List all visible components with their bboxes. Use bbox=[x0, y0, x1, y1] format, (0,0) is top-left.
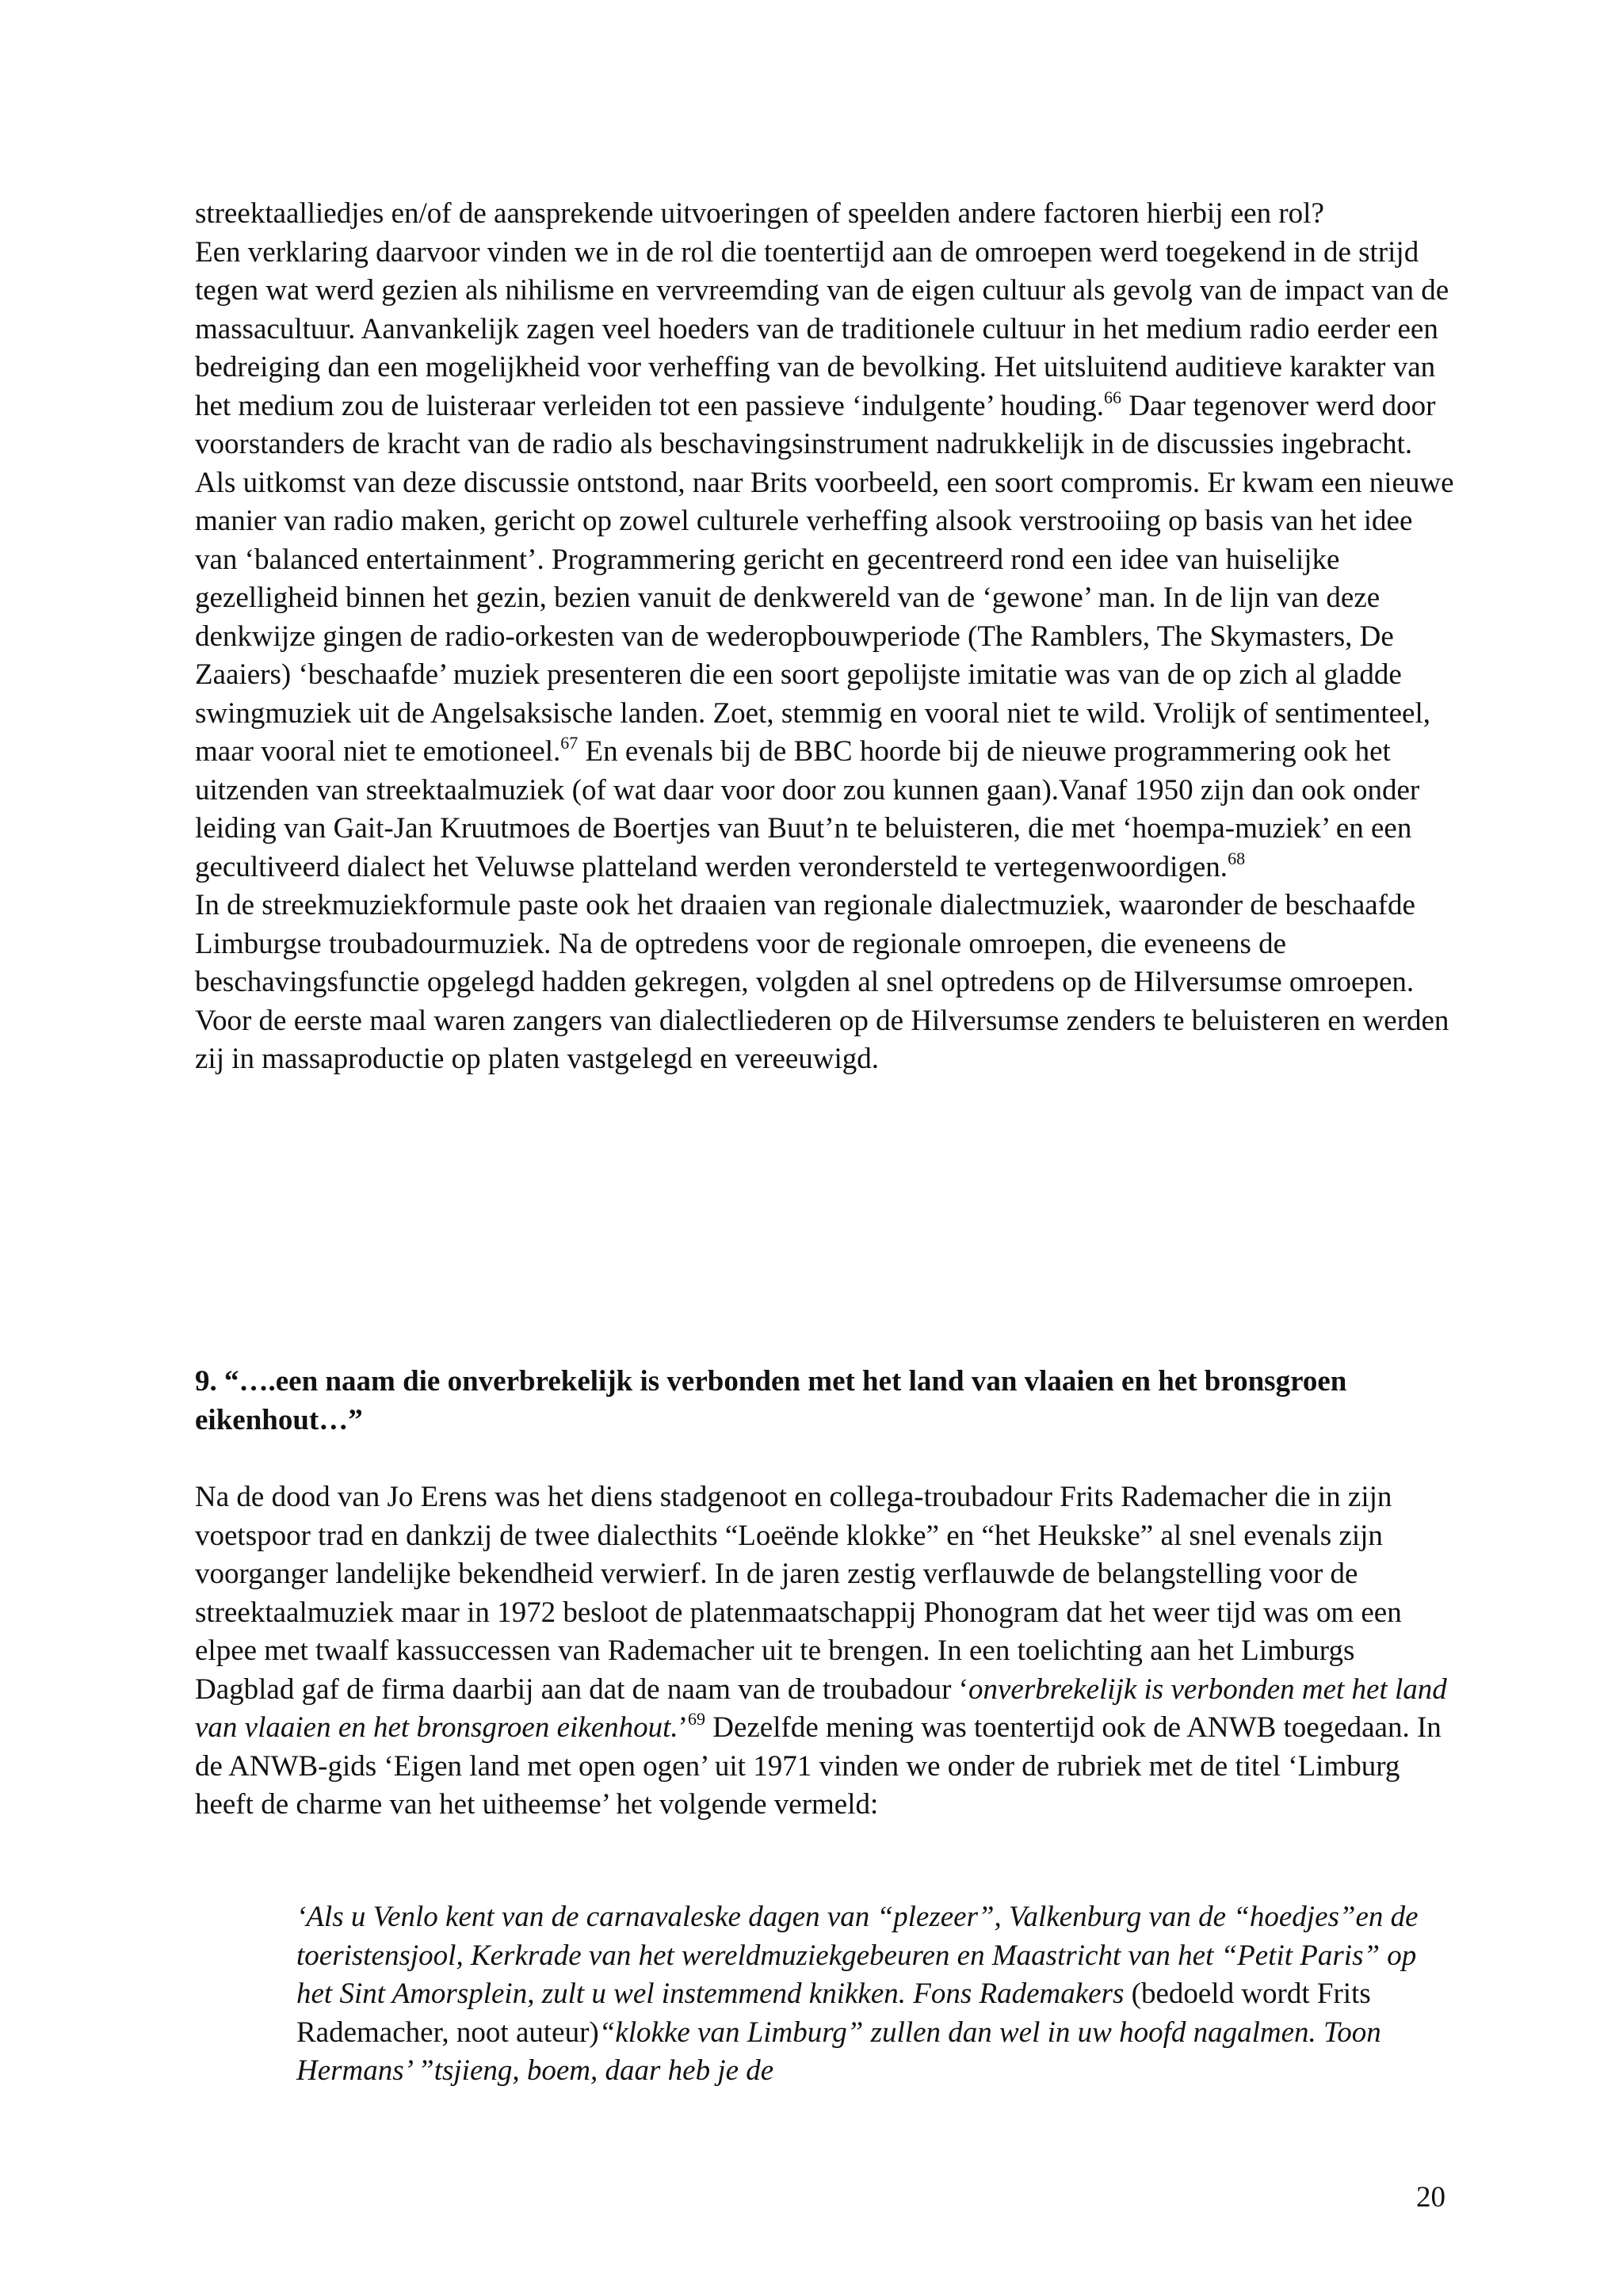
section-heading: 9. “….een naam die onverbrekelijk is verbonden met het land van vlaaien en het bronsgroen eikenhout…” bbox=[195, 1365, 1347, 1436]
paragraph-radio-explanation bbox=[195, 234, 1455, 464]
paragraph-text: In de streekmuziekformule paste ook het draaien van regionale dialectmuziek, waaronder de beschaafde Limburgse troubadourmuziek. Na de optredens voor de regionale omroepen, die eveneens de beschavingsfunctie opgelegd hadden gekregen, volgden al snel optredens op de Hilversumse omroepen. Voor de eerste maal waren zangers van dialectliederen op de Hilversumse zenders te beluisteren en werden zij in massaproductie op platen vastgelegd en vereeuwigd. bbox=[195, 889, 1449, 1075]
footnote-ref-68[interactable]: 68 bbox=[1228, 848, 1246, 868]
paragraph-text: Dezelfde mening was toentertijd ook de ANWB toegedaan. In de ANWB-gids ‘Eigen land met open ogen’ uit 1971 vinden we onder de rubriek met de titel ‘Limburg heeft de charme van het uitheemse’ het volgende vermeld: bbox=[195, 1711, 1442, 1821]
page-number: 20 bbox=[1416, 2181, 1445, 2214]
paragraph-text: Daar tegenover werd door voorstanders de kracht van de radio als beschavingsinstrument nadrukkelijk in de discussies ingebracht. bbox=[195, 389, 1436, 460]
paragraph-text: Na de dood van Jo Erens was het diens stadgenoot en collega-troubadour Frits Rademacher die in zijn voetspoor trad en dankzij de twee dialecthits “Loeënde klokke” en “het Heukske” al snel evenals zijn voorganger landelijke bekendheid verwierf. In de jaren zestig verflauwde de belangstelling voor de streektaalmuziek maar in 1972 besloot de platenmaatschappij Phonogram dat het weer tijd was om een elpee met twaalf kassuccessen van Rademacher uit te brengen. In een toelichting aan het Limburgs Dagblad gaf de firma daarbij aan dat de naam van de troubadour ‘ bbox=[195, 1481, 1402, 1706]
paragraph-streekmuziek bbox=[195, 887, 1455, 1079]
page-body bbox=[195, 195, 1455, 1079]
footnote-ref-66[interactable]: 66 bbox=[1103, 387, 1121, 407]
paragraph-rademacher bbox=[195, 1478, 1455, 1825]
paragraph-text: En evenals bij de BBC hoorde bij de nieuwe programmering ook het uitzenden van streektaalmuziek (of wat daar voor door zou kunnen gaan).Vanaf 1950 zijn dan ook onder leiding van Gait-Jan Kruutmoes de Boertjes van Buut’n te beluisteren, die met ‘hoempa-muziek’ en een gecultiveerd dialect het Veluwse platteland werden verondersteld te vertegenwoordigen. bbox=[195, 735, 1420, 883]
block-quote bbox=[296, 1898, 1453, 2091]
italic-citation: onverbrekelijk is verbonden met het land van vlaaien en het bronsgroen eikenhout. bbox=[195, 1672, 1447, 1744]
paragraph-text: streektaalliedjes en/of de aansprekende uitvoeringen of speelden andere factoren hierbij een rol? bbox=[195, 197, 1324, 230]
paragraph-intro bbox=[195, 195, 1455, 234]
quote-mark: ’ bbox=[678, 1711, 688, 1744]
footnote-ref-69[interactable]: 69 bbox=[687, 1709, 705, 1729]
quote-text: ‘Als u Venlo kent van de carnavaleske dagen van “plezeer”, Valkenburg van de “hoedjes”en de toeristensjool, Kerkrade van het wereldmuziekgebeuren en Maastricht van het “Petit Paris” op het Sint Amorsplein, zult u wel instemmend knikken. Fons Rademakers bbox=[296, 1901, 1419, 2010]
paragraph-text: Als uitkomst van deze discussie ontstond, naar Brits voorbeeld, een soort compromis. Er kwam een nieuwe manier van radio maken, gericht op zowel culturele verheffing alsook verstrooiing op basis van het idee van ‘balanced entertainment’. Programmering gericht en gecentreerd rond een idee van huiselijke gezelligheid binnen het gezin, bezien vanuit de denkwereld van de ‘gewone’ man. In de lijn van deze denkwijze gingen de radio-orkesten van de wederopbouwperiode (The Ramblers, The Skymasters, De Zaaiers) ‘beschaafde’ muziek presenteren die een soort gepolijste imitatie was van de op zich al gladde swingmuziek uit de Angelsaksische landen. Zoet, stemmig en vooral niet te wild. Vrolijk of sentimenteel, maar vooral niet te emotioneel. bbox=[195, 466, 1454, 768]
section-body bbox=[195, 1478, 1455, 1825]
paragraph-text: Een verklaring daarvoor vinden we in de rol die toentertijd aan de omroepen werd toegekend in de strijd tegen wat werd gezien als nihilisme en vervreemding van de eigen cultuur als gevolg van de impact van de massacultuur. Aanvankelijk zagen veel hoeders van de traditionele cultuur in het medium radio eerder een bedreiging dan een mogelijkheid voor verheffing van de bevolking. Het uitsluitend auditieve karakter van het medium zou de luisteraar verleiden tot een passieve ‘indulgente’ houding. bbox=[195, 235, 1449, 422]
footnote-ref-67[interactable]: 67 bbox=[560, 733, 579, 753]
quote-text: “klokke van Limburg” zullen dan wel in uw hoofd nagalmen. Toon Hermans’ ”tsjieng, boem, daar heb je de bbox=[296, 2016, 1381, 2087]
paragraph-compromise bbox=[195, 464, 1455, 887]
quote-author-note: (bedoeld wordt Frits Rademacher, noot auteur) bbox=[296, 1978, 1371, 2049]
